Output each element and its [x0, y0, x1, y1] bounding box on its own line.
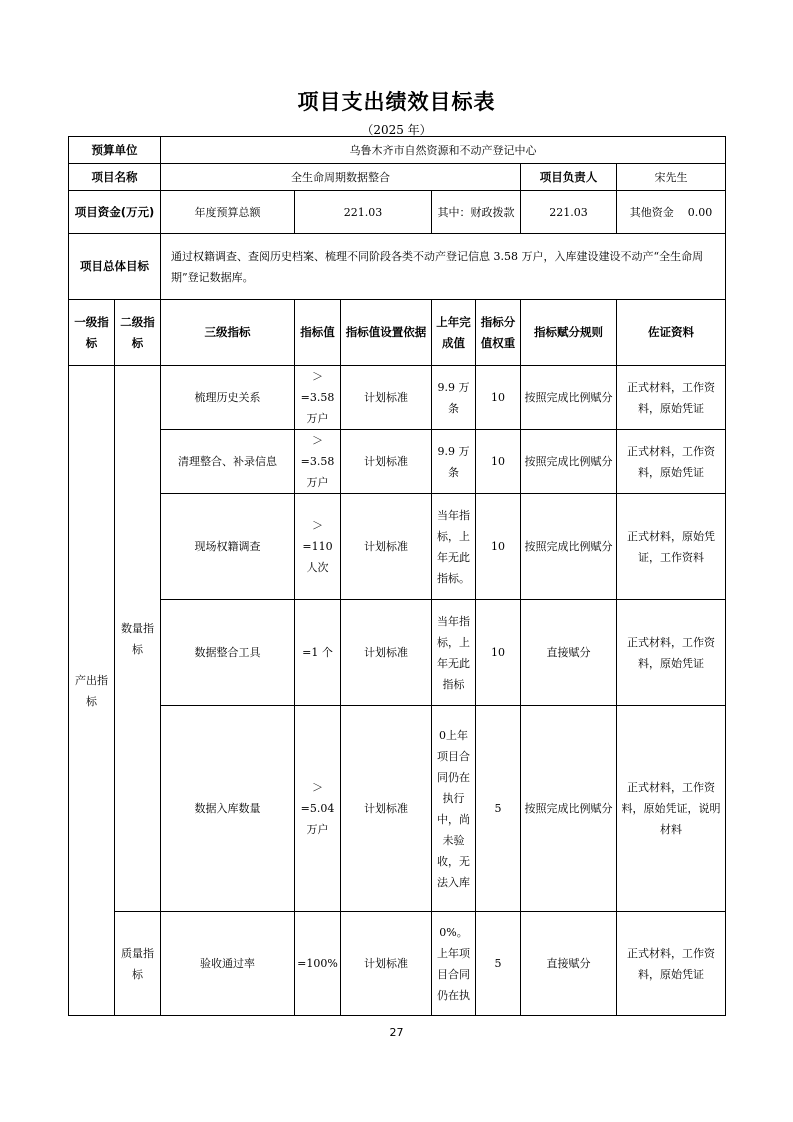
page-number: 27	[389, 1026, 404, 1039]
row-prev: 9.9 万条	[432, 430, 476, 494]
row-l3: 梳理历史关系	[161, 366, 295, 430]
row-evidence: 正式材料，工作资料，原始凭证，说明材料	[617, 706, 726, 912]
header-prev: 上年完成值	[432, 300, 476, 366]
row-l3: 验收通过率	[161, 912, 295, 1016]
table-row	[69, 430, 726, 494]
row-value: =1 个	[295, 600, 341, 706]
row-basis: 计划标准	[341, 912, 432, 1016]
table-row	[69, 494, 726, 600]
row-evidence: 正式材料，原始凭证，工作资料	[617, 494, 726, 600]
row-rule: 按照完成比例赋分	[521, 494, 617, 600]
row-prev: 9.9 万条	[432, 366, 476, 430]
row-evidence: 正式材料，工作资料，原始凭证	[617, 366, 726, 430]
row-evidence: 正式材料，工作资料，原始凭证	[617, 430, 726, 494]
project-name-value: 全生命周期数据整合	[161, 164, 521, 191]
row-prev: 0上年项目合同仍在执行中，尚未验收，无法入库	[432, 706, 476, 912]
fiscal-value: 221.03	[521, 191, 617, 234]
row-basis: 计划标准	[341, 430, 432, 494]
project-name-label: 项目名称	[69, 164, 161, 191]
row-evidence: 正式材料，工作资料，原始凭证	[617, 600, 726, 706]
row-weight: 10	[476, 366, 521, 430]
row-weight: 10	[476, 494, 521, 600]
header-rule: 指标赋分规则	[521, 300, 617, 366]
year-label: （2025 年）	[361, 123, 432, 137]
other-funds-value	[617, 191, 726, 234]
row-value: =100%	[295, 912, 341, 1016]
row-prev: 当年指标，上年无此指标。	[432, 494, 476, 600]
level2-quantity: 数量指标	[115, 366, 161, 912]
overall-goal-label: 项目总体目标	[69, 234, 161, 300]
header-evidence: 佐证资料	[617, 300, 726, 366]
header-weight: 指标分值权重	[476, 300, 521, 366]
row-evidence: 正式材料，工作资料，原始凭证	[617, 912, 726, 1016]
project-leader-label: 项目负责人	[521, 164, 617, 191]
table-row	[69, 366, 726, 430]
annual-total-value: 221.03	[295, 191, 432, 234]
row-rule: 按照完成比例赋分	[521, 366, 617, 430]
row-l3: 清理整合、补录信息	[161, 430, 295, 494]
other-funds-label: 其他资金	[629, 205, 674, 219]
row-weight: 5	[476, 912, 521, 1016]
row-weight: 10	[476, 430, 521, 494]
row-weight: 10	[476, 600, 521, 706]
table-row	[69, 600, 726, 706]
row-prev: 0%。上年项目合同仍在执	[432, 912, 476, 1016]
row-basis: 计划标准	[341, 706, 432, 912]
row-weight: 5	[476, 706, 521, 912]
row-prev: 当年指标，上年无此指标	[432, 600, 476, 706]
row-value: ＞=5.04万户	[295, 706, 341, 912]
row-l3: 数据入库数量	[161, 706, 295, 912]
row-rule: 直接赋分	[521, 600, 617, 706]
row-basis: 计划标准	[341, 600, 432, 706]
budget-unit-value: 乌鲁木齐市自然资源和不动产登记中心	[161, 137, 726, 164]
row-rule: 按照完成比例赋分	[521, 430, 617, 494]
row-rule: 按照完成比例赋分	[521, 706, 617, 912]
row-l3: 数据整合工具	[161, 600, 295, 706]
project-funds-label: 项目资金(万元)	[69, 191, 161, 234]
row-basis: 计划标准	[341, 366, 432, 430]
overall-goal-value: 通过权籍调查、查阅历史档案、梳理不同阶段各类不动产登记信息 3.58 万户，入库建设建设不动产“全生命周期”登记数据库。	[161, 234, 726, 300]
row-l3: 现场权籍调查	[161, 494, 295, 600]
header-basis: 指标值设置依据	[341, 300, 432, 366]
annual-total-label: 年度预算总额	[161, 191, 295, 234]
header-level1: 一级指标	[69, 300, 115, 366]
row-value: ＞=3.58万户	[295, 366, 341, 430]
row-value: ＞=3.58万户	[295, 430, 341, 494]
other-funds-amount: 0.00	[687, 205, 713, 219]
table-row	[69, 706, 726, 912]
level2-quality: 质量指标	[115, 912, 161, 1016]
row-rule: 直接赋分	[521, 912, 617, 1016]
level1-output: 产出指标	[69, 366, 115, 1016]
row-value: ＞=110人次	[295, 494, 341, 600]
header-value: 指标值	[295, 300, 341, 366]
header-level3: 三级指标	[161, 300, 295, 366]
fiscal-label: 其中：财政拨款	[432, 191, 521, 234]
page-title: 项目支出绩效目标表	[297, 90, 496, 114]
budget-unit-label: 预算单位	[69, 137, 161, 164]
table-row	[69, 912, 726, 1016]
header-level2: 二级指标	[115, 300, 161, 366]
row-basis: 计划标准	[341, 494, 432, 600]
project-leader-value: 宋先生	[617, 164, 726, 191]
performance-table	[68, 136, 726, 1016]
